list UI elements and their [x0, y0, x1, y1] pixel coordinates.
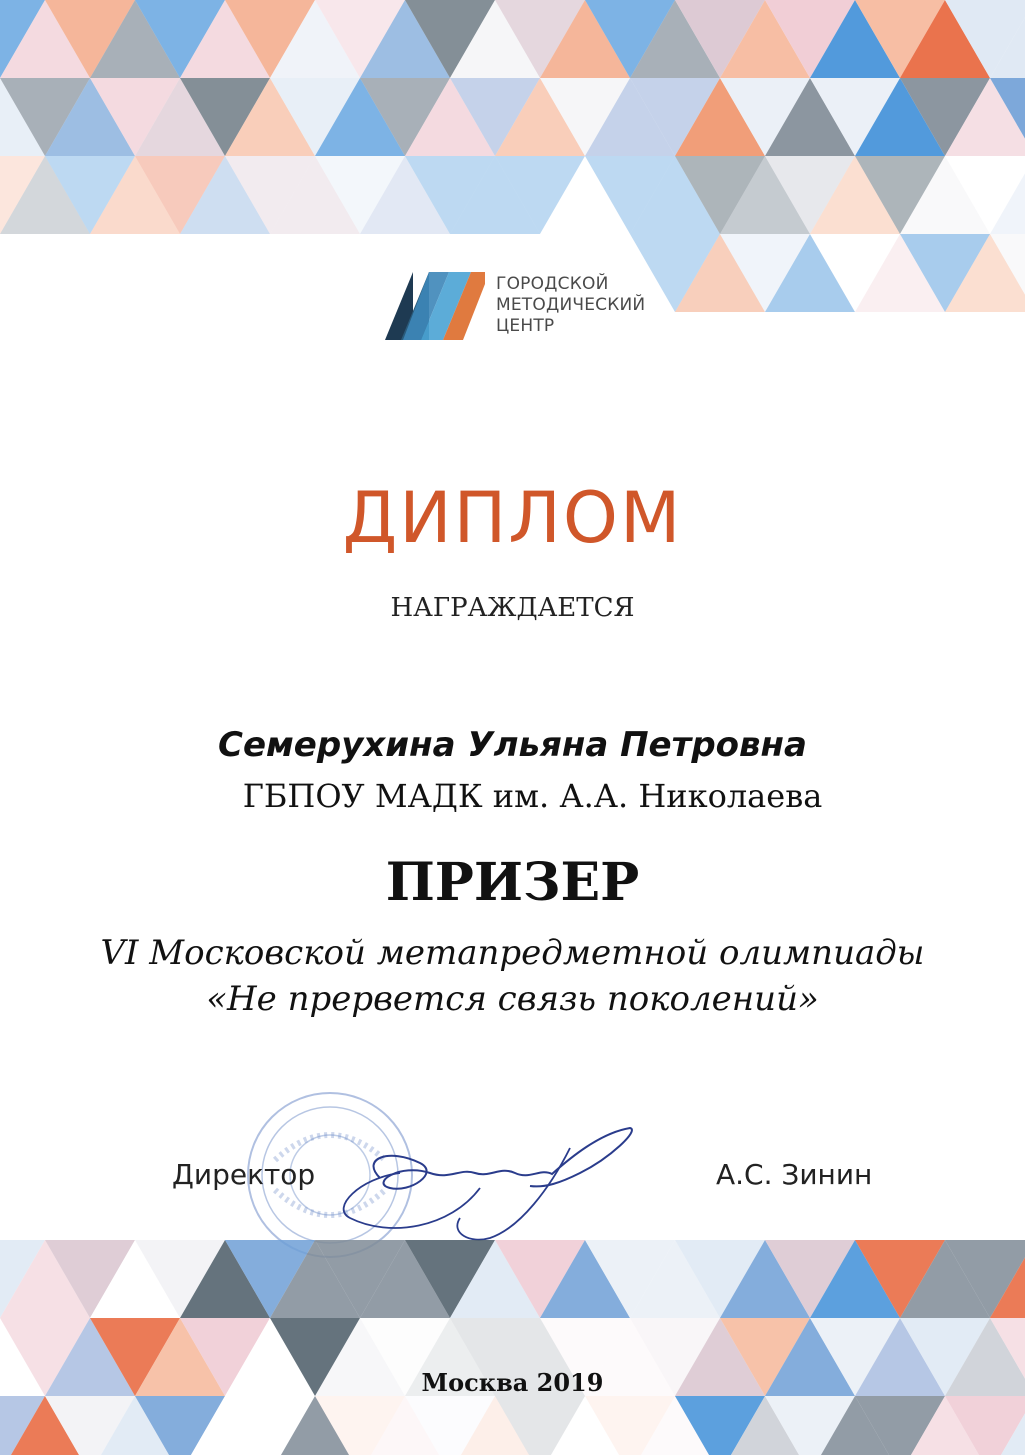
awarded-label: НАГРАЖДАЕТСЯ	[390, 593, 635, 623]
director-name: А.С. Зинин	[716, 1158, 873, 1191]
bottom-triangle-pattern	[0, 1240, 1025, 1455]
recipient-name: Семерухина Ульяна Петровна	[218, 725, 807, 765]
olympiad-line-2: «Не прервется связь поколений»	[206, 979, 819, 1019]
director-signature	[330, 1118, 640, 1253]
recipient-organization: ГБПОУ МАДК им. А.А. Николаева	[242, 777, 823, 815]
diploma-title: ДИПЛОМ	[342, 477, 683, 559]
logo-line-2: МЕТОДИЧЕСКИЙ	[496, 295, 646, 315]
logo-mark-icon	[385, 272, 490, 342]
olympiad-name	[0, 930, 1025, 1022]
director-position: Директор	[172, 1158, 316, 1191]
logo-line-3: ЦЕНТР	[496, 316, 555, 336]
city-methodical-center-logo	[385, 272, 655, 344]
olympiad-line-1: VI Московской метапредметной олимпиады	[100, 933, 925, 973]
logo-text	[496, 274, 645, 337]
footer-place-year: Москва 2019	[421, 1368, 604, 1397]
award-status: ПРИЗЕР	[385, 852, 640, 913]
logo-line-1: ГОРОДСКОЙ	[496, 274, 609, 294]
